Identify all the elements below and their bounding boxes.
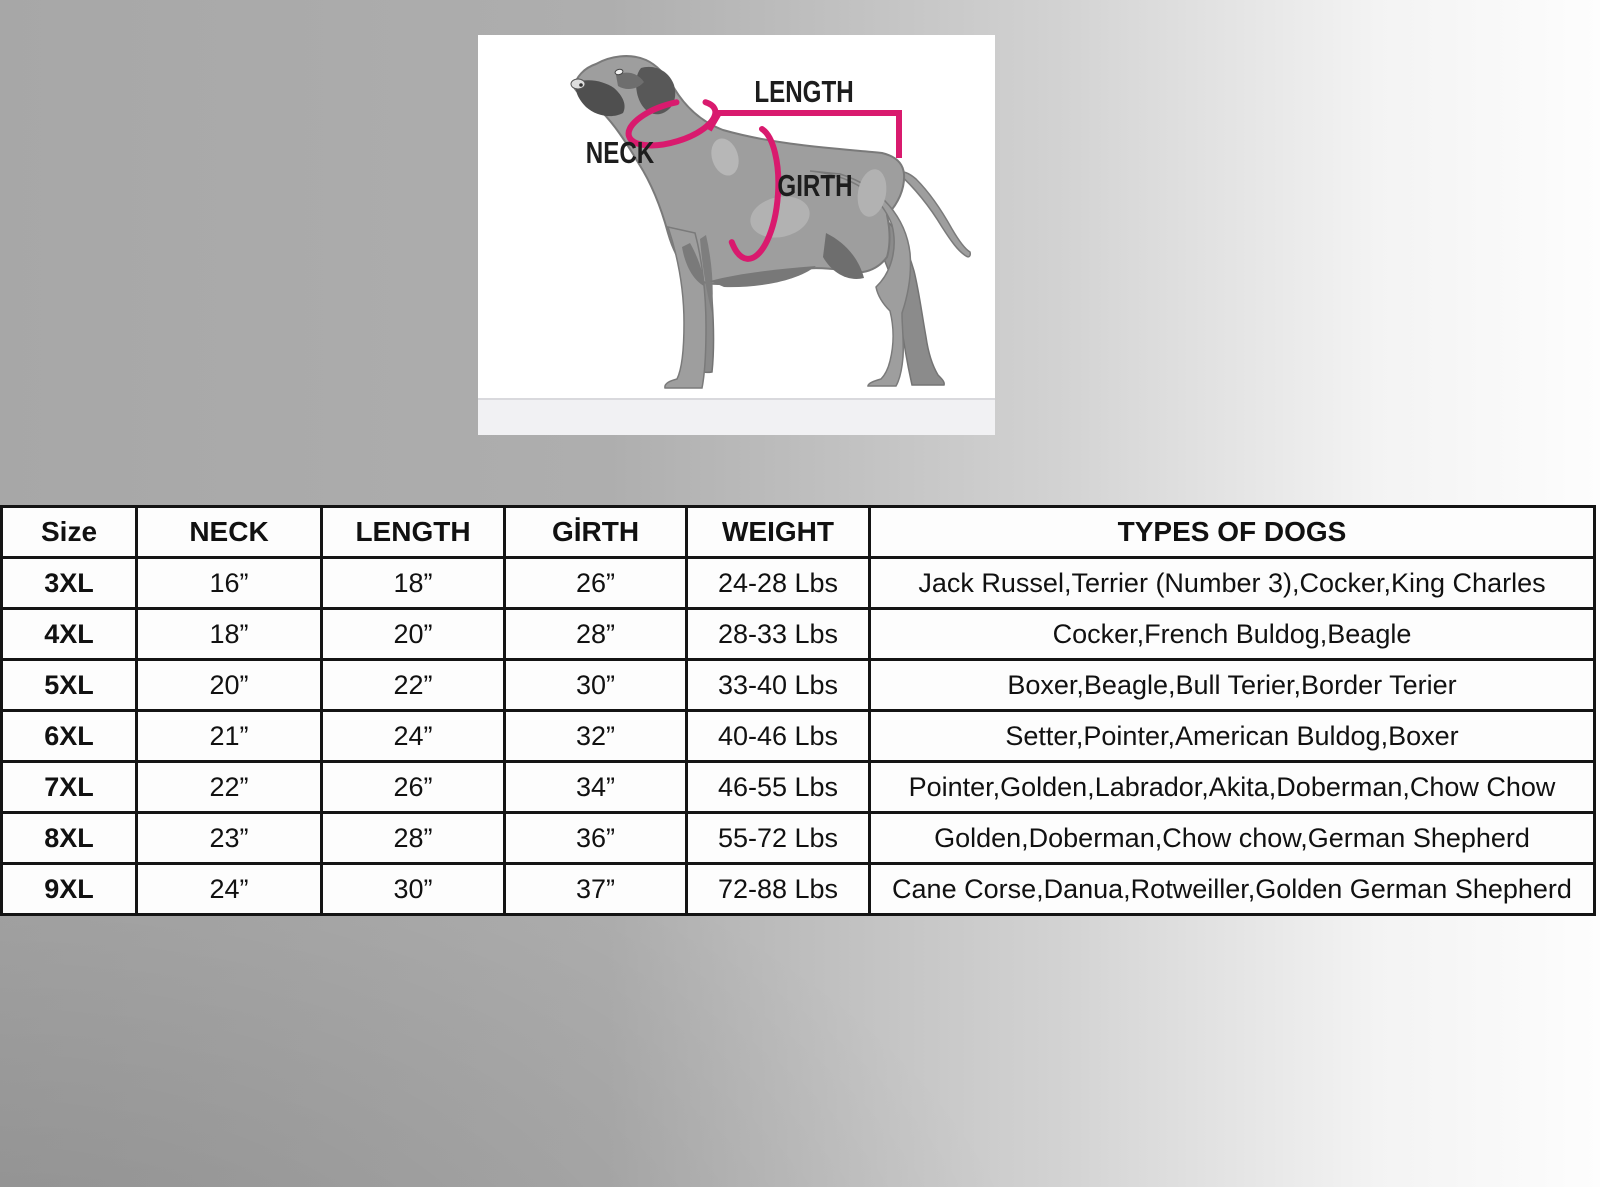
header-types: TYPES OF DOGS bbox=[870, 507, 1595, 558]
floor bbox=[478, 399, 995, 435]
table-row bbox=[2, 609, 1595, 660]
header-size: Size bbox=[2, 507, 137, 558]
header-girth: GİRTH bbox=[505, 507, 687, 558]
cell-size: 9XL bbox=[2, 864, 137, 915]
cell-types: Jack Russel,Terrier (Number 3),Cocker,King Charles bbox=[870, 558, 1595, 609]
cell-neck: 23” bbox=[137, 813, 322, 864]
cell-size: 7XL bbox=[2, 762, 137, 813]
cell-length: 30” bbox=[322, 864, 505, 915]
cell-neck: 22” bbox=[137, 762, 322, 813]
cell-length: 20” bbox=[322, 609, 505, 660]
cell-weight: 33-40 Lbs bbox=[687, 660, 870, 711]
cell-girth: 26” bbox=[505, 558, 687, 609]
cell-girth: 36” bbox=[505, 813, 687, 864]
header-length: LENGTH bbox=[322, 507, 505, 558]
cell-weight: 24-28 Lbs bbox=[687, 558, 870, 609]
cell-girth: 32” bbox=[505, 711, 687, 762]
cell-weight: 28-33 Lbs bbox=[687, 609, 870, 660]
table-row bbox=[2, 558, 1595, 609]
dog-diagram-card bbox=[478, 35, 995, 435]
girth-label: GIRTH bbox=[777, 168, 853, 203]
table-row bbox=[2, 864, 1595, 915]
cell-weight: 55-72 Lbs bbox=[687, 813, 870, 864]
dog-measurement-diagram bbox=[478, 35, 995, 435]
cell-length: 24” bbox=[322, 711, 505, 762]
cell-neck: 16” bbox=[137, 558, 322, 609]
cell-types: Cane Corse,Danua,Rotweiller,Golden German Shepherd bbox=[870, 864, 1595, 915]
table-row bbox=[2, 660, 1595, 711]
cell-weight: 40-46 Lbs bbox=[687, 711, 870, 762]
cell-girth: 34” bbox=[505, 762, 687, 813]
table-row bbox=[2, 813, 1595, 864]
cell-girth: 30” bbox=[505, 660, 687, 711]
cell-neck: 20” bbox=[137, 660, 322, 711]
size-chart-table bbox=[0, 505, 1596, 916]
dog-body bbox=[574, 56, 904, 284]
cell-girth: 37” bbox=[505, 864, 687, 915]
cell-size: 8XL bbox=[2, 813, 137, 864]
cell-size: 3XL bbox=[2, 558, 137, 609]
header-neck: NECK bbox=[137, 507, 322, 558]
cell-length: 26” bbox=[322, 762, 505, 813]
size-chart-table-wrap bbox=[0, 505, 1596, 916]
cell-size: 6XL bbox=[2, 711, 137, 762]
size-table-body bbox=[2, 558, 1595, 915]
table-row bbox=[2, 762, 1595, 813]
header-weight: WEIGHT bbox=[687, 507, 870, 558]
cell-weight: 46-55 Lbs bbox=[687, 762, 870, 813]
neck-label: NECK bbox=[585, 135, 655, 170]
cell-types: Boxer,Beagle,Bull Terier,Border Terier bbox=[870, 660, 1595, 711]
cell-types: Pointer,Golden,Labrador,Akita,Doberman,Chow Chow bbox=[870, 762, 1595, 813]
cell-length: 22” bbox=[322, 660, 505, 711]
cell-length: 18” bbox=[322, 558, 505, 609]
cell-length: 28” bbox=[322, 813, 505, 864]
cell-size: 5XL bbox=[2, 660, 137, 711]
cell-girth: 28” bbox=[505, 609, 687, 660]
dog-nose bbox=[571, 79, 585, 89]
cell-weight: 72-88 Lbs bbox=[687, 864, 870, 915]
dog-nostril bbox=[579, 83, 583, 87]
table-header-row bbox=[2, 507, 1595, 558]
cell-neck: 24” bbox=[137, 864, 322, 915]
table-row bbox=[2, 711, 1595, 762]
cell-neck: 18” bbox=[137, 609, 322, 660]
cell-neck: 21” bbox=[137, 711, 322, 762]
cell-types: Setter,Pointer,American Buldog,Boxer bbox=[870, 711, 1595, 762]
cell-types: Cocker,French Buldog,Beagle bbox=[870, 609, 1595, 660]
cell-types: Golden,Doberman,Chow chow,German Shepherd bbox=[870, 813, 1595, 864]
length-label: LENGTH bbox=[754, 74, 854, 109]
cell-size: 4XL bbox=[2, 609, 137, 660]
